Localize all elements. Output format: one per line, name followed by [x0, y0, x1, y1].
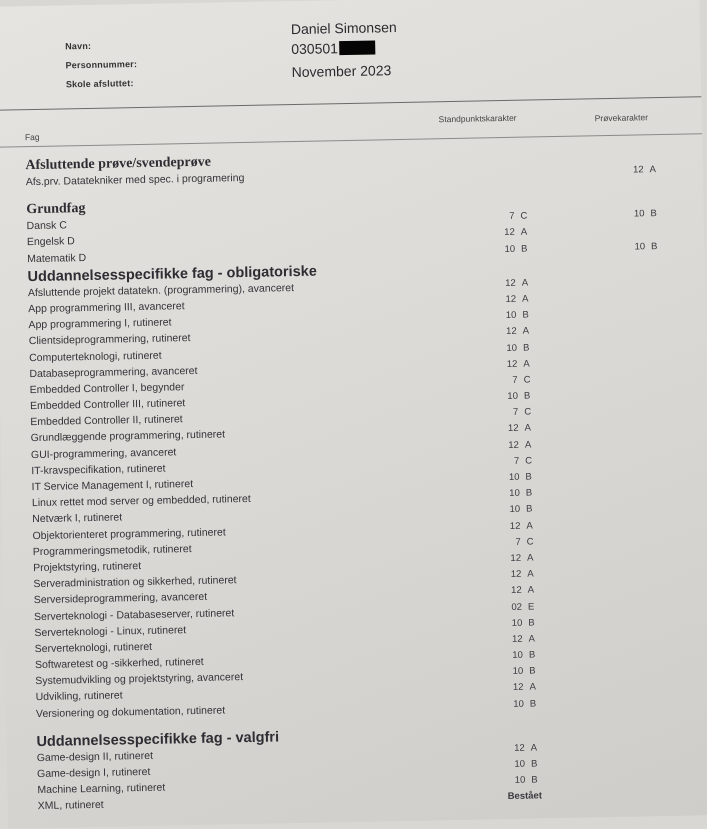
col-subject-header: Fag — [24, 131, 40, 143]
standpoint-grade: 7 C — [513, 455, 533, 467]
standpoint-grade: 10 B — [506, 342, 530, 354]
standpoint-grade: 12 A — [508, 439, 532, 451]
standpoint-grade: 10 B — [512, 649, 536, 661]
standpoint-grade: 10 B — [514, 758, 538, 770]
name-value: Daniel Simonsen — [290, 19, 397, 38]
subject-name: GUI-programmering, avanceret — [30, 445, 177, 461]
school-label: Skole afsluttet: — [65, 78, 134, 90]
subject-name: App programmering I, rutineret — [28, 316, 172, 332]
subject-name: Databaseprogrammering, avanceret — [29, 364, 198, 380]
subject-name: Serverteknologi - Linux, rutineret — [34, 623, 187, 639]
subject-name: Game-design I, rutineret — [37, 765, 151, 781]
subject-name: XML, rutineret — [37, 799, 104, 813]
subject-name: Serversideprogrammering, avanceret — [33, 591, 208, 607]
cpr-field — [291, 39, 375, 57]
subject-name: Programmeringsmetodik, rutineret — [32, 542, 192, 558]
cpr-value: 030501 — [291, 40, 339, 58]
subject-name: Afsluttende projekt datatekn. (programmering), avanceret — [27, 281, 295, 299]
subject-name: Netværk I, rutineret — [32, 511, 123, 526]
subject-name: Embedded Controller II, rutineret — [30, 413, 183, 429]
exam-grade: 10 B — [633, 208, 657, 220]
standpoint-grade: 12 A — [506, 325, 530, 338]
standpoint-grade: 12 A — [512, 681, 537, 694]
subject-name: Serverteknologi - Databaseserver, rutineret — [33, 606, 235, 623]
standpoint-grade: 10 B — [509, 487, 533, 500]
standpoint-grade: 12 A — [509, 520, 533, 532]
standpoint-grade: 10 B — [508, 471, 532, 483]
subject-name: Game-design II, rutineret — [36, 749, 154, 764]
standpoint-grade: 12 A — [506, 358, 530, 370]
subject-name: Softwaretest og -sikkerhed, rutineret — [34, 655, 204, 672]
standpoint-grade: 12 A — [505, 293, 529, 305]
standpoint-grade: 12 A — [510, 568, 534, 581]
standpoint-grade: 12 A — [511, 584, 535, 597]
subject-name: Versionering og dokumentation, rutineret — [35, 704, 226, 720]
subject-name: Systemudvikling og projektstyring, avanceret — [35, 671, 244, 688]
subject-name: Computerteknologi, rutineret — [29, 349, 162, 364]
cpr-label: Personnummer: — [65, 59, 138, 71]
section-title-basic: Grundfag — [26, 201, 86, 218]
section-title-elective: Uddannelsesspecifikke fag - valgfri — [36, 729, 280, 750]
exam-grade: 10 B — [634, 240, 658, 253]
redaction-bar — [339, 40, 375, 55]
subject-name: Afs.prv. Datatekniker med spec. i programering — [25, 171, 245, 189]
elective-rows — [37, 737, 698, 814]
standpoint-grade: 10 B — [513, 698, 537, 710]
subject-name: Serveradministration og sikkerhed, rutineret — [33, 574, 237, 591]
col-standpoint-header: Standpunktskarakter — [438, 112, 517, 125]
subject-name: Embedded Controller III, rutineret — [29, 397, 186, 413]
standpoint-grade: 10 B — [507, 390, 531, 403]
standpoint-grade: 10 B — [504, 243, 528, 255]
standpoint-grade: 12 A — [511, 633, 536, 645]
subject-name: Machine Learning, rutineret — [37, 781, 166, 797]
standpoint-grade: 10 B — [509, 503, 533, 516]
standpoint-grade: 12 A — [507, 422, 532, 435]
subject-name: Serverteknologi, rutineret — [34, 640, 153, 655]
standpoint-grade: 7 C — [512, 406, 532, 419]
mandatory-rows — [28, 272, 696, 722]
standpoint-grade: 10 B — [505, 309, 529, 322]
subject-name: Grundlæggende programmering, rutineret — [30, 428, 226, 445]
col-exam-header: Prøvekarakter — [594, 112, 649, 124]
subject-name: Projektstyring, rutineret — [33, 559, 142, 575]
subject-name: Udvikling, rutineret — [35, 689, 123, 704]
standpoint-grade: 12 A — [505, 277, 529, 289]
standpoint-grade: 02 E — [511, 601, 535, 613]
section-title-mandatory: Uddannelsesspecifikke fag - obligatoriske — [27, 263, 317, 285]
subject-name: Matematik D — [27, 251, 87, 265]
subject-name: IT Service Management I, rutineret — [31, 478, 194, 494]
exam-grade: 12 A — [632, 164, 657, 176]
standpoint-grade: 7 C — [512, 374, 531, 386]
grades-body — [25, 144, 698, 815]
standpoint-grade: 12 A — [514, 742, 538, 754]
subject-name: Linux rettet mod server og embedded, rutineret — [31, 493, 251, 510]
subject-name: Objektorienteret programmering, rutineret — [32, 525, 226, 542]
standpoint-grade: 10 B — [511, 617, 535, 629]
subject-name: Embedded Controller I, begynder — [29, 381, 185, 397]
standpoint-grade: 7 C — [509, 210, 528, 223]
standpoint-grade: 10 B — [514, 774, 538, 787]
subject-name: App programmering III, avanceret — [28, 300, 185, 316]
subject-name: Engelsk D — [26, 235, 75, 249]
standpoint-grade: 7 C — [515, 536, 534, 548]
name-label: Navn: — [65, 40, 92, 52]
school-value: November 2023 — [291, 62, 392, 81]
subject-name: Dansk C — [26, 219, 67, 233]
subject-name: Clientsideprogrammering, rutineret — [28, 332, 191, 348]
standpoint-grade: 12 A — [504, 226, 528, 239]
section-title-final: Afsluttende prøve/svendeprøve — [25, 154, 212, 174]
standpoint-grade: Bestået — [507, 790, 543, 803]
student-header — [0, 0, 701, 107]
subject-name: IT-kravspecifikation, rutineret — [31, 462, 166, 477]
standpoint-grade: 12 A — [510, 552, 534, 564]
standpoint-grade: 10 B — [512, 665, 536, 678]
